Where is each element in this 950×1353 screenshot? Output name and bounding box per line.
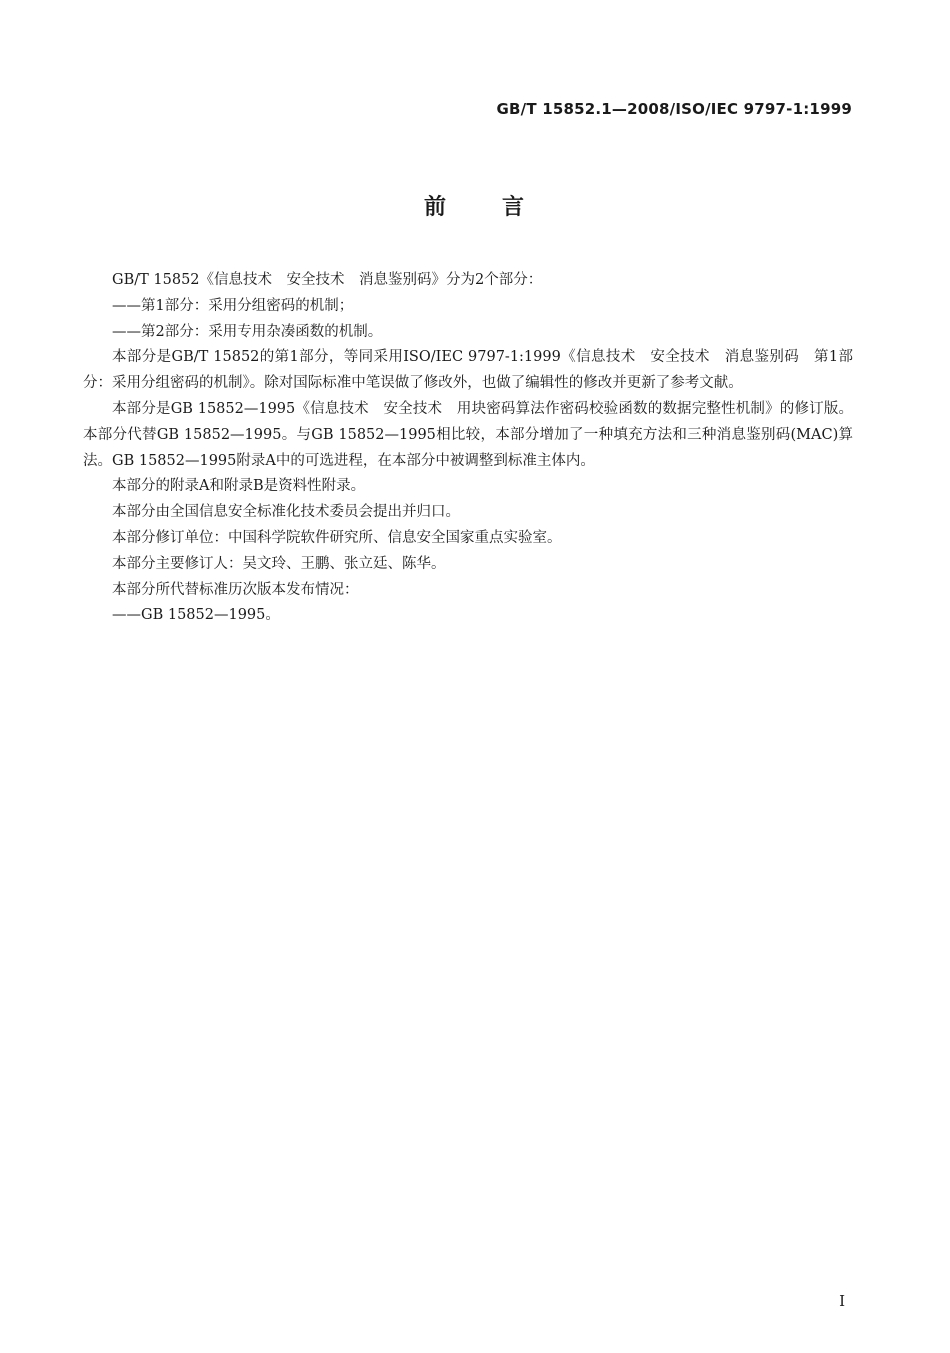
title-char-1: 前 (423, 195, 448, 220)
list-item: ——第1部分：采用分组密码的机制； (112, 297, 354, 314)
paragraph: 本部分的附录A和附录B是资料性附录。 (112, 478, 366, 495)
paragraph: 本部分修订单位：中国科学院软件研究所、信息安全国家重点实验室。 (112, 529, 562, 546)
title-char-2: 言 (502, 195, 527, 220)
page-number: I (839, 1292, 845, 1310)
paragraph: 本部分所代替标准历次版本发布情况： (112, 581, 359, 598)
page-title (0, 190, 950, 221)
paragraph: GB/T 15852《信息技术 安全技术 消息鉴别码》分为2个部分： (112, 272, 543, 288)
paragraph: 本部分是GB/T 15852的第1部分，等同采用ISO/IEC 9797-1:1999《信息技术 安全技术 消息鉴别码 第1部分：采用分组密码的机制》。除对国际标准中笔误做了修改外，也做了编辑性的修改并更新了参考文献。 (83, 349, 853, 392)
list-item: ——第2部分：采用专用杂凑函数的机制。 (112, 323, 383, 340)
paragraph: 本部分是GB 15852—1995《信息技术 安全技术 用块密码算法作密码校验函数的数据完整性机制》的修订版。本部分代替GB 15852—1995。与GB 15852—1995相比较，本部分增加了一种填充方法和三种消息鉴别码(MAC)算法。GB 15852—1995附录A中的可选进程，在本部分中被调整到标准主体内。 (83, 400, 853, 469)
paragraph: 本部分由全国信息安全标准化技术委员会提出并归口。 (112, 504, 460, 521)
page-header: GB/T 15852.1—2008/ISO/IEC 9797-1:1999 (496, 100, 852, 118)
paragraph: 本部分主要修订人：吴文玲、王鹏、张立廷、陈华。 (112, 555, 446, 572)
body-text (83, 268, 853, 629)
list-item: ——GB 15852—1995。 (112, 607, 280, 624)
